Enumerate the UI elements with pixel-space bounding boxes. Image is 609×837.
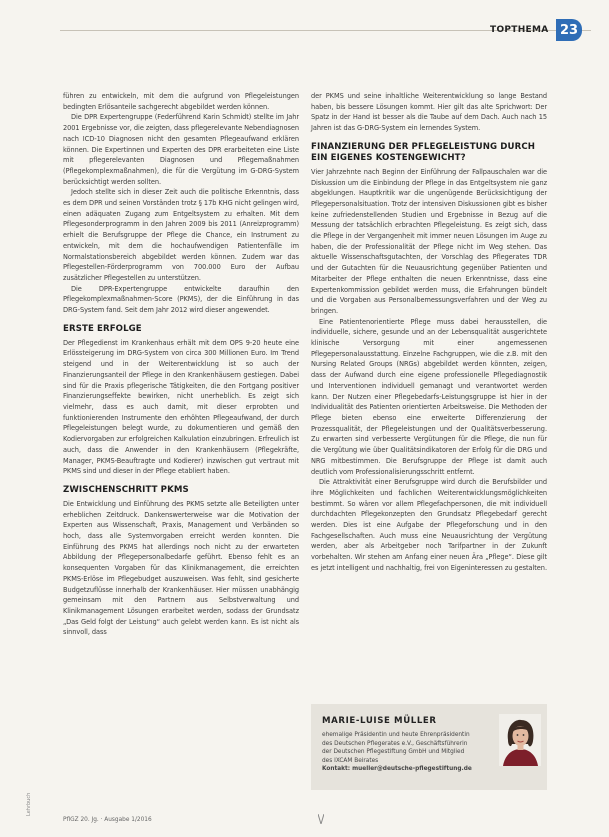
paragraph: Jedoch stellte sich in dieser Zeit auch die politische Erkenntnis, dass es dem DPR und seinen Vorständen trotz § 17b KHG nicht gelingen wird, einen adäquaten Zugang zum Entgeltsystem zu erhalten. Mit dem Pflegesonderprogramm in den Jahren 2009 bis 2011 (Anreizprogramm) erhielt die Berufsgruppe der Pflege die Chance, ein Instrument zu entwickeln, mit dem die hochaufwendigen Patientenfälle im Normalstationsbereich abgebildet werden können. Zudem war das Pflegestellen-Förderprogramm von 700.000 Euro der Aufbau zusätzlicher Pflegestellen zu unterstützen. (63, 188, 299, 282)
author-box (311, 704, 547, 790)
paragraph: Vier Jahrzehnte nach Beginn der Einführung der Fallpauschalen war die Diskussion um die Einbindung der Pflege in das Entgeltsystem nie ganz abgeklungen. Hauptkritik war die ungenügende Berücksichtigung der Pflegepersonalsituation. Trotz der intensiven Diskussionen gibt es bisher keine zufriedenstellenden Studien und Ergebnisse in Bezug auf die Messung der tatsächlich erbrachten Pflegeleistung. Es zeigt sich, dass die Pflege in der Vergangenheit mit immer neuen Lösungen im Auge zu haben, die der Professionalität der Pflege nicht im Weg stehen. Das aktuelle Wissenschaftsgutachten, der Vorschlag des Pflegerates TDR und der Gutachten für die Neuausrichtung gegenüber Patienten und Mitarbeiter der Pflege enthalten die neuen Erkenntnisse, dass eine Expertenkommission gebildet werden muss, die Erfahrungen bündelt und die Vorgaben aus Personalbemessungsverfahren und der Weg zu bringen. (311, 167, 547, 315)
page-number-badge: 23 (556, 19, 582, 41)
section-heading: ERSTE ERFOLGE (63, 323, 142, 334)
paragraph: der PKMS und seine inhaltliche Weiterentwicklung so lange Bestand haben, bis bessere Lösungen kommt. Hier gilt das alte Sprichwort: Der Spatz in der Hand ist besser als die Taube auf dem Dach. Auch nach 15 Jahren ist das G-DRG-System ein lernendes System. (311, 92, 547, 133)
left-column (63, 91, 299, 638)
footer-mark-icon (318, 814, 324, 824)
section-heading: FINANZIERUNG DER PFLEGELEISTUNG DURCH EIN EIGENES KOSTENGEWICHT? (311, 141, 536, 163)
paragraph: Der Pflegedienst im Krankenhaus erhält mit dem OPS 9-20 heute eine Erlössteigerung im DRG-System von circa 300 Millionen Euro. Im Trend steigend und in der Weiterentwicklung ist so auch der Finanzierungsanteil der Pflege in den Krankenhäusern gestiegen. Dabei sind für die Praxis pflegerische Tätigkeiten, die den Fortgang positiver Finanzierungseffekte bewirken, nicht unerheblich. Es zeigt sich vielmehr, dass es auch damit, mit dieser erprobten und funktionierenden Instrumente den erhöhten Pflegeaufwand, der durch Pflegeleistungen belegt wurde, zu dokumentieren und gemäß den Kodiervorgaben zur erfolgreichen Kalkulation einzubringen. Erfreulich ist auch, dass die Anwender in den Krankenhäusern (Pflegekräfte, Manager, PKMS-Beauftragte und Kodierer) inzwischen gut vertraut mit PKMS sind und dieser in der Pflege etabliert haben. (63, 338, 299, 476)
paragraph: Die Attraktivität einer Berufsgruppe wird durch die Berufsbilder und ihre Möglichkeiten und fachlichen Weiterentwicklungsmöglichkeiten bestimmt. So wären vor allem Pflegefachpersonen, die mit individuell durchdachten Pflegekonzepten den Grundsatz Pflegebedarf gerecht werden. Dies ist eine Aufgabe der Pflegeforschung und in den Fachgesellschaften. Auch muss eine Neuausrichtung der Vergütung werden, aber als Arbeitgeber noch Tarifpartner in der Zukunft vorbehalten. Wir stehen am Anfang einer neuen Ära „Pflege“. Diese gilt es jetzt intelligent und nachhaltig, frei von Eigeninteressen zu gestalten. (311, 478, 547, 572)
author-bio-line: der Deutschen Pflegestiftung GmbH und Mitglied (322, 749, 465, 756)
author-bio (322, 731, 492, 774)
side-label: Lehrbuch (26, 792, 32, 816)
author-bio-line: des Deutschen Pflegerates e.V., Geschäftsführerin (322, 740, 468, 747)
paragraph: Die DPR Expertengruppe (Federführend Karin Schmidt) stellte im Jahr 2001 Ergebnisse vor, die zeigten, dass pflegerelevante Nebendiagnosen nach ICD-10 Diagnosen nicht den gesamten Pflegeaufwand erklären können. Die Expertinnen und Experten des DPR erarbeiteten eine Liste mit pflegerelevanten Diagnosen und Pflegemaßnahmen (Pflegekomplexmaßnahmen), die für die Vergütung im G-DRG-System berücksichtigt werden sollten. (63, 113, 299, 186)
paragraph: führen zu entwickeln, mit dem die aufgrund von Pflegeleistungen bedingten Erlösanteile sachgerecht abgebildet werden können. (63, 92, 299, 111)
author-photo (499, 714, 541, 766)
portrait-photo-icon (499, 714, 541, 766)
author-name: MARIE-LUISE MÜLLER (322, 716, 437, 726)
section-heading: ZWISCHENSCHRITT PKMS (63, 484, 189, 495)
paragraph: Eine Patientenorientierte Pflege muss dabei herausstellen, die individuelle, sichere, gesunde und an der Lebensqualität ausgerichtete klinische Versorgung mit einer angemessenen Pflegepersonalausstattung. Einzelne Fachgruppen, wie die z.B. mit den Nursing Related Groups (NRGs) abgebildet werden könnten, zeigen, dass der Aufwand durch eine eigene professionelle Pflegediagnostik und Interventionen individuell gemanagt und verantwortet werden kann. Der Nutzen einer Pflegebedarfs-Leistungsgruppe ist hier in der Individualität des Patienten orientierten Arbeitsweise. Die Methoden der Pflege bieten ebenso eine erweiterte Differenzierung der Prozessqualität, der Pflegeleistungen und der Qualitätsverbesserung. Zu erwarten sind verbesserte Vergütungen für die Pflege, die nun für die Vergütung wie über Qualitätsindikatoren der Erfolg für die DRG und NRG mitbestimmen. Die Berufsgruppe der Pflege ist damit auch deutlich vom Professionalisierungsschritt entfernt. (311, 317, 547, 476)
author-contact: Kontakt: mueller@deutsche-pflegestiftung.de (322, 766, 472, 773)
author-bio-line: ehemalige Präsidentin und heute Ehrenpräsidentin (322, 732, 470, 738)
paragraph: Die Entwicklung und Einführung des PKMS setzte alle Beteiligten unter erheblichen Zeitdruck. Dankenswerterweise war die Motivation der Experten aus Wissenschaft, Praxis, Management und Verbänden so hoch, dass alle Systemvorgaben erreicht werden konnten. Die Einführung des PKMS hat allerdings noch nicht zu der erwarteten Abbildung der Pflegepersonalbedarfe geführt. Ebenso fehlt es an konsequenten Vorgaben für das Klinikmanagement, die erreichten PKMS-Erlöse im Pflegebudget auszuweisen. Was fehlt, sind gesicherte Budgetzuflüsse innerhalb der Krankenhäuser. Hier müssen unabhängig gemeinsam mit den Partnern aus Selbstverwaltung und Klinikmanagement Lösungen erarbeitet werden, sodass der Grundsatz „Das Geld folgt der Leistung“ auch gelebt werden kann. Es ist nicht als sinnvoll, dass (63, 499, 299, 637)
paragraph: Die DPR-Expertengruppe entwickelte daraufhin den Pflegekomplexmaßnahmen-Score (PKMS), der die Einführung in das DRG-System fand. Seit dem Jahr 2012 wird dieser angewendet. (63, 284, 299, 315)
section-title: TOPTHEMA (490, 25, 549, 35)
footer-issue: PflGZ 20. Jg. · Ausgabe 1/2016 (63, 817, 152, 823)
right-column (311, 91, 547, 574)
author-bio-line: des IXCAM Beirates (322, 757, 379, 764)
